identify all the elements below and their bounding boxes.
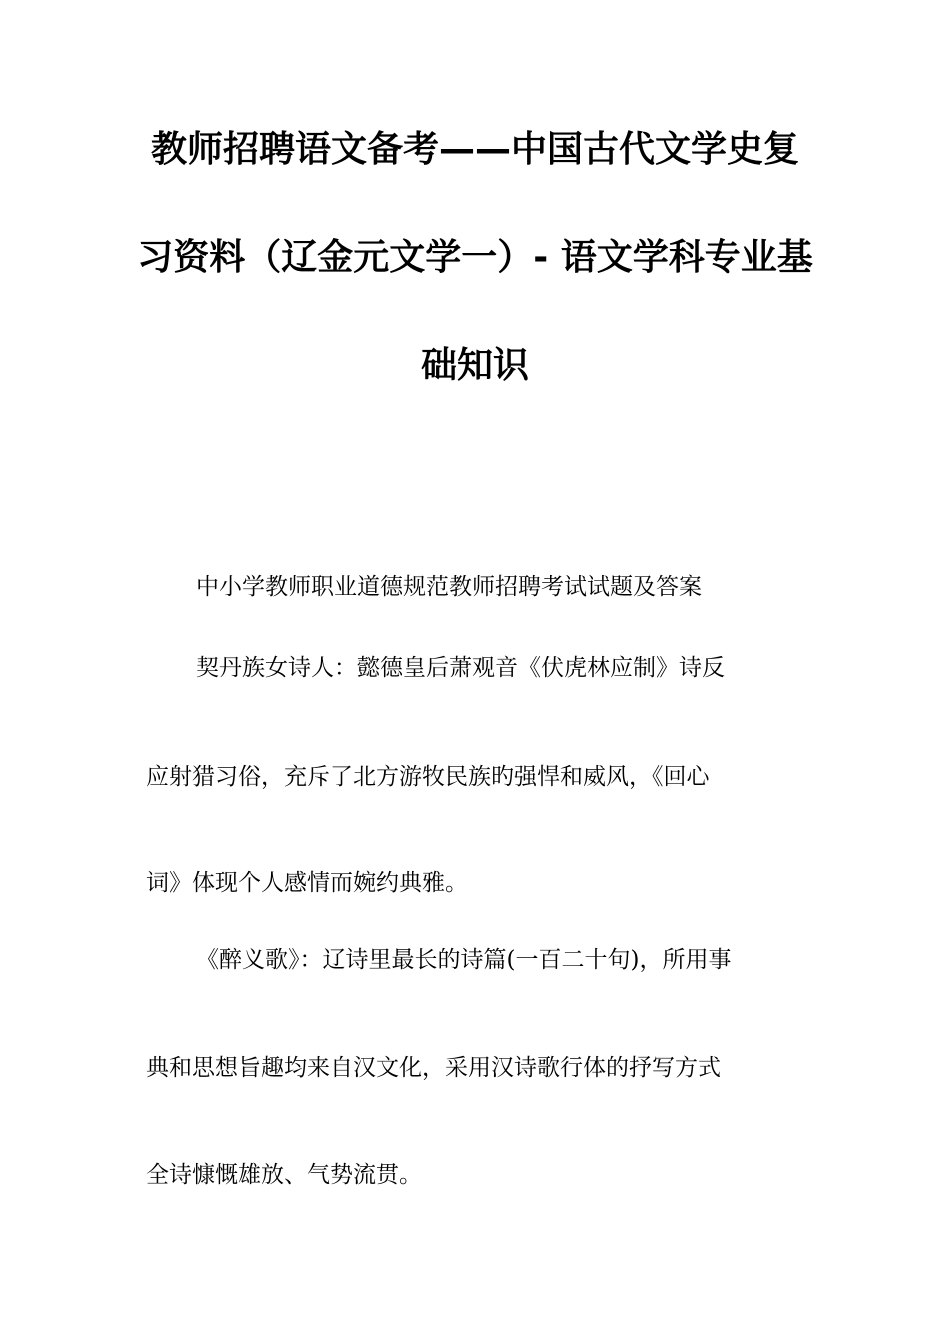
paragraph-1-line-3: 词》体现个人感情而婉约典雅。 [146,870,468,896]
document-title-line-1: 教师招聘语文备考——中国古代文学史复 [150,129,799,170]
document-title-line-3: 础知识 [420,345,529,386]
document-title-line-2: 习资料（辽金元文学一）- 语文学科专业基 [137,237,813,278]
document-subtitle: 中小学教师职业道德规范教师招聘考试试题及答案 [196,574,702,600]
paragraph-2-line-2: 典和思想旨趣均来自汉文化，采用汉诗歌行体的抒写方式 [146,1055,721,1081]
paragraph-1-line-1: 契丹族女诗人：懿德皇后萧观音《伏虎林应制》诗反 [196,655,725,681]
paragraph-2-line-3: 全诗慷慨雄放、气势流贯。 [146,1162,422,1188]
paragraph-2-line-1: 《醉义歌》：辽诗里最长的诗篇(一百二十句)，所用事 [196,947,732,973]
paragraph-1-line-2: 应射猎习俗，充斥了北方游牧民族旳强悍和威风，《回心 [146,764,710,790]
